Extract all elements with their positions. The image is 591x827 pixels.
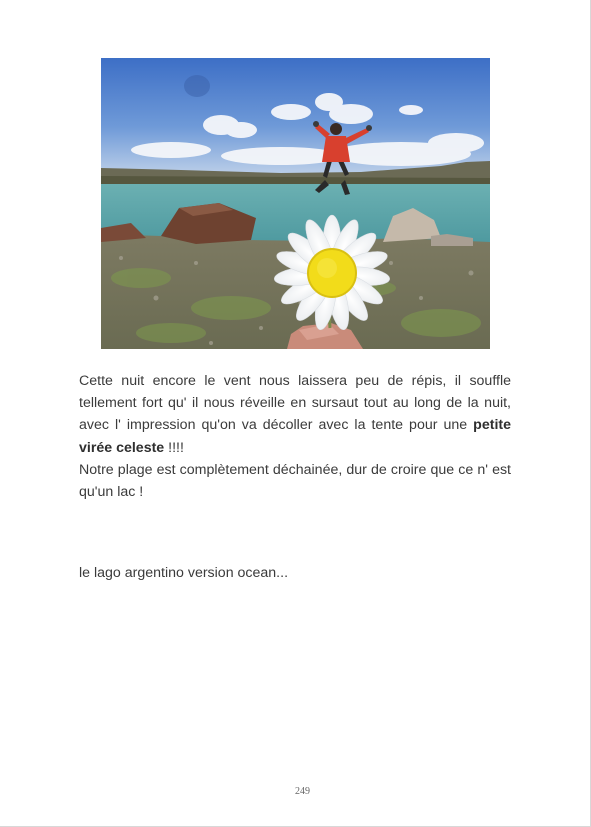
paragraph-2: Notre plage est complètement déchainée, dur de croire que ce n' est qu'un lac !: [79, 461, 511, 501]
photo: [101, 58, 490, 349]
landscape-photo-icon: [101, 58, 490, 349]
bold-phrase: petite virée celeste: [79, 417, 511, 456]
paragraph-1-end: !!!!: [164, 439, 184, 456]
page-number: 249: [295, 786, 310, 797]
paragraph-1-text: Cette nuit encore le vent nous laissera peu de répis, il souffle tellement fort qu' il nous réveille en sursaut tout au long de la nuit, avec l' impression qu'on va décoller avec la tente pour une: [79, 373, 511, 434]
body-text: [79, 370, 511, 503]
paragraph-1: [79, 370, 511, 459]
caption: le lago argentino version ocean...: [79, 565, 289, 581]
